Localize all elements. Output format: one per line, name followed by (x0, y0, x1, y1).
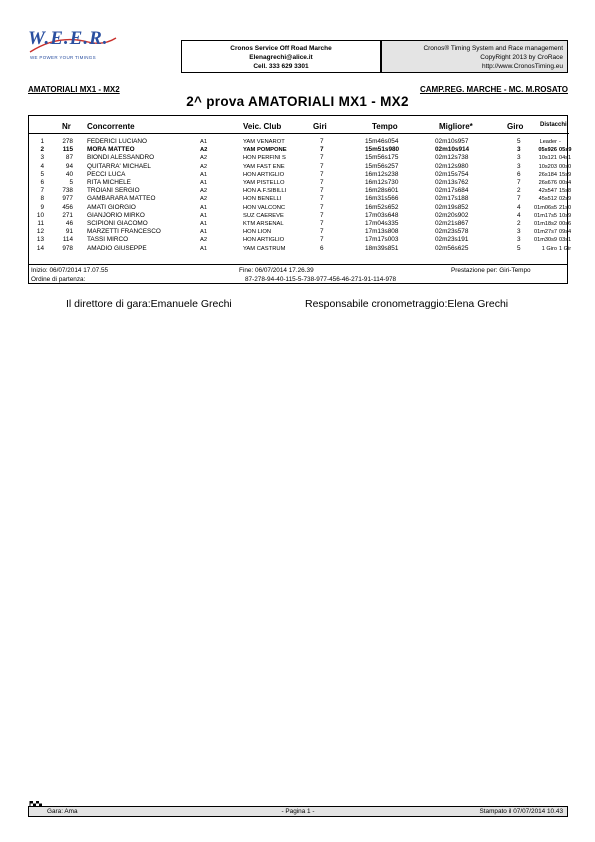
system-website: http://www.CronosTiming.eu (481, 63, 563, 70)
table-row (29, 236, 572, 244)
cell-tempo: 15m56s175 (365, 154, 399, 162)
cell-club: YAM PISTELLO (243, 180, 285, 186)
cell-name: GIANJORIO MIRKO (87, 211, 145, 219)
cell-tempo: 16m28s601 (365, 187, 399, 195)
cell-gap2: 02s9 (559, 196, 572, 203)
race-director: Il direttore di gara:Emanuele Grechi (66, 298, 232, 310)
table-row (29, 162, 572, 171)
cell-giri: 7 (320, 236, 324, 244)
cell-pos: 2 (40, 146, 44, 154)
cell-pos: 12 (36, 228, 44, 236)
cell-gap2: 00s6 (559, 221, 572, 227)
cell-migliore: 02m23s578 (435, 228, 469, 236)
table-row (29, 170, 572, 179)
table-row (29, 211, 572, 220)
cell-tempo: 16m12s730 (365, 179, 399, 186)
cell-name: QUITARRA' MICHAEL (87, 162, 151, 170)
cell-giro: 7 (517, 195, 521, 203)
cell-giro: 2 (517, 187, 521, 195)
system-box (381, 40, 568, 73)
cell-giri: 7 (320, 146, 324, 154)
cell-migliore: 02m12s738 (435, 154, 469, 162)
header-tempo: Tempo (372, 122, 398, 131)
cell-migliore: 02m12s980 (435, 162, 469, 170)
cell-gap1: 10s121 (538, 155, 557, 162)
start-order-label: Ordine di partenza: (31, 276, 86, 283)
cell-giri: 7 (320, 195, 324, 203)
cell-gap1: 1 Giro (541, 245, 557, 252)
table-row (29, 228, 572, 236)
cell-gap2: 10s9 (559, 212, 572, 219)
table-row (29, 203, 572, 212)
cell-giro: 4 (517, 203, 521, 211)
cell-giro: 5 (517, 244, 521, 252)
cell-gap2: - (559, 139, 561, 145)
table-row (29, 146, 572, 154)
cell-cat: A1 (200, 139, 208, 145)
cell-name: SCIPIONI GIACOMO (87, 220, 148, 227)
cell-giri: 7 (320, 228, 324, 236)
cell-club: KTM ARSENAL (243, 221, 284, 227)
table-row (29, 138, 569, 146)
cell-cat: A2 (200, 237, 208, 244)
header-distacchi: Distacchi (540, 122, 567, 128)
cell-gap2: 05s9 (559, 147, 572, 154)
table-row (29, 179, 572, 187)
cell-giro: 4 (517, 211, 521, 219)
table-row (29, 195, 572, 203)
results-table (28, 115, 572, 264)
cell-nr: 978 (62, 244, 73, 252)
weer-logo (28, 28, 118, 70)
cell-gap2: 03s1 (559, 237, 572, 244)
cell-name: AMADIO GIUSEPPE (87, 244, 147, 252)
cell-club: HON A.F.SIBILLI (243, 188, 287, 195)
cell-migliore: 02m17s684 (435, 187, 469, 195)
footer-printed: Stampato il 07/07/2014 10.43 (479, 808, 563, 815)
header-giri: Giri (313, 122, 327, 131)
cell-club: HON ARTIGLIO (243, 171, 285, 178)
cell-gap2: 00s0 (559, 163, 572, 170)
table-row (29, 154, 572, 162)
cell-tempo: 16m12s238 (365, 170, 399, 178)
cell-nr: 278 (62, 138, 73, 145)
cell-giri: 7 (320, 138, 324, 145)
page-title: 2^ prova AMATORIALI MX1 - MX2 (186, 94, 409, 109)
cell-gap1: 01m18s2 (533, 221, 557, 227)
cell-name: MORA MATTEO (87, 146, 135, 154)
cell-migliore: 02m19s852 (435, 203, 469, 211)
cell-gap1: Leader (539, 139, 557, 145)
organizer-email: Elenagrechi@alice.it (249, 54, 313, 61)
championship-label: CAMP.REG. MARCHE - MC. M.ROSATO (419, 85, 568, 94)
header-giro: Giro (507, 122, 524, 131)
cell-tempo: 16m52s652 (365, 203, 399, 211)
cell-gap2: 15s8 (559, 188, 572, 195)
cell-club: YAM POMPONE (243, 147, 287, 154)
cell-migliore: 02m17s188 (435, 195, 469, 203)
header-concorrente: Concorrente (87, 122, 135, 131)
cell-gap1: 26s676 (538, 180, 557, 186)
cell-club: HON VALCONC (243, 204, 286, 211)
race-end: Fine: 06/07/2014 17.26.39 (239, 267, 314, 274)
cell-migliore: 02m10s957 (435, 138, 469, 145)
cell-giro: 3 (517, 162, 521, 170)
cell-name: TROIANI SERGIO (87, 187, 140, 195)
cell-pos: 3 (40, 154, 44, 162)
cell-tempo: 17m03s648 (365, 211, 399, 219)
cell-name: BIONDI ALESSANDRO (87, 154, 155, 162)
cell-migliore: 02m20s902 (435, 211, 469, 219)
cell-gap1: 01m27s7 (533, 229, 557, 236)
cell-giri: 7 (320, 154, 324, 162)
cell-pos: 6 (40, 179, 44, 186)
cell-name: MARZETTI FRANCESCO (87, 228, 161, 236)
cell-migliore: 02m56s625 (435, 244, 469, 252)
cell-tempo: 17m13s808 (365, 228, 399, 236)
cell-giro: 3 (517, 154, 521, 162)
cell-gap1: 01m06s5 (533, 204, 557, 211)
cell-nr: 46 (65, 220, 73, 227)
cell-pos: 14 (36, 244, 44, 252)
cell-nr: 738 (62, 187, 73, 195)
cell-nr: 87 (65, 154, 73, 162)
cell-nr: 271 (62, 211, 73, 219)
cell-name: PECCI LUCA (87, 170, 126, 178)
cell-giri: 7 (320, 179, 324, 186)
footer-race: Gara: Ama (47, 808, 78, 815)
cell-giro: 3 (517, 228, 521, 236)
cell-pos: 4 (40, 162, 44, 170)
cell-giro: 6 (517, 170, 521, 178)
cell-pos: 9 (40, 203, 44, 211)
cell-nr: 114 (62, 236, 73, 244)
cell-gap2: 1 Gir (559, 245, 572, 252)
table-row (29, 244, 572, 253)
cell-name: RITA MICHELE (87, 179, 131, 186)
organizer-name: Cronos Service Off Road Marche (230, 45, 332, 52)
cell-nr: 91 (65, 228, 73, 236)
cell-giri: 7 (320, 162, 324, 170)
cell-migliore: 02m13s762 (435, 179, 469, 186)
cell-gap2: 09s4 (559, 229, 572, 236)
cell-gap2: 15s9 (559, 171, 572, 178)
cell-pos: 10 (36, 211, 44, 219)
cell-name: AMATI GIORGIO (87, 203, 136, 211)
cell-pos: 1 (40, 138, 44, 145)
cell-nr: 456 (62, 203, 73, 211)
cell-name: GAMBARARA MATTEO (87, 195, 156, 203)
cell-club: YAM FAST ENE (243, 163, 285, 170)
system-copyright: CopyRight 2013 by CroRace (480, 54, 563, 61)
cell-giri: 6 (320, 244, 324, 252)
cell-nr: 40 (65, 170, 73, 178)
cell-gap1: 45s512 (538, 196, 557, 203)
cell-cat: A2 (200, 163, 208, 170)
cell-tempo: 17m17s003 (365, 236, 399, 244)
cell-pos: 7 (40, 187, 44, 195)
logo-text: W.E.E.R. (28, 28, 109, 49)
cell-giro: 3 (517, 146, 521, 154)
cell-giro: 2 (517, 220, 521, 227)
cell-migliore: 02m21s867 (435, 220, 469, 227)
cell-giri: 7 (320, 203, 324, 211)
cell-gap1: 05s926 (538, 147, 557, 154)
cell-cat: A1 (200, 245, 208, 252)
cell-giro: 3 (517, 236, 521, 244)
cell-migliore: 02m23s191 (435, 236, 469, 244)
logo-tagline: WE POWER YOUR TIMINGS (30, 55, 96, 60)
cell-club: YAM CASTRUM (243, 245, 286, 252)
cell-giri: 7 (320, 170, 324, 178)
cell-cat: A2 (200, 196, 208, 203)
cell-giri: 7 (320, 220, 324, 227)
table-row (29, 187, 572, 195)
cell-tempo: 17m04s335 (365, 220, 399, 227)
header-migliore: Migliore* (439, 122, 473, 131)
cell-gap2: 04s1 (559, 155, 572, 162)
cell-gap1: 01m17s5 (533, 212, 557, 219)
cell-nr: 115 (62, 146, 73, 154)
cell-migliore: 02m10s914 (435, 146, 470, 154)
cell-cat: A1 (200, 229, 208, 236)
cell-pos: 5 (40, 170, 44, 178)
cell-nr: 5 (69, 179, 73, 186)
header-rule (29, 133, 569, 134)
cell-giri: 7 (320, 211, 324, 219)
timing-manager: Responsabile cronometraggio:Elena Grechi (305, 298, 509, 310)
header-veic-club: Veic. Club (243, 122, 282, 131)
cell-giro: 5 (517, 138, 521, 145)
cell-cat: A1 (200, 180, 208, 186)
cell-migliore: 02m15s754 (435, 170, 469, 178)
race-info-box (28, 264, 568, 284)
organizer-box (181, 40, 381, 73)
cell-gap2: 21s0 (559, 204, 572, 211)
header-nr: Nr (62, 122, 71, 131)
cell-nr: 977 (62, 195, 73, 203)
cell-tempo: 18m39s851 (365, 244, 399, 252)
cell-tempo: 15m51s980 (365, 146, 400, 154)
cell-club: HON LION (243, 229, 272, 236)
cell-gap1: 26s184 (538, 171, 557, 178)
cell-pos: 8 (40, 195, 44, 203)
cell-cat: A2 (200, 147, 208, 154)
page-footer (28, 806, 568, 817)
cell-giro: 7 (517, 179, 521, 186)
start-order-sequence: 87-278-94-40-115-5-738-977-456-46-271-91-114-978 (245, 276, 397, 283)
race-start: Inizio: 06/07/2014 17.07.55 (31, 267, 109, 274)
cell-pos: 13 (36, 236, 44, 244)
cell-tempo: 15m46s054 (365, 138, 399, 145)
cell-name: TASSI MIRCO (87, 236, 129, 244)
table-row (29, 220, 572, 228)
cell-cat: A2 (200, 155, 208, 162)
cell-cat: A2 (200, 188, 208, 195)
cell-cat: A1 (200, 204, 208, 211)
cell-gap2: 00s4 (559, 180, 572, 186)
cell-pos: 11 (37, 220, 44, 227)
cell-club: HON PERFINI S (243, 155, 286, 162)
organizer-phone: Cell. 333 629 3301 (253, 63, 309, 70)
cell-nr: 94 (65, 162, 73, 170)
system-name: Cronos® Timing System and Race management (423, 45, 563, 52)
cell-tempo: 15m56s257 (365, 162, 399, 170)
cell-cat: A1 (200, 221, 208, 227)
cell-cat: A1 (200, 171, 208, 178)
cell-club: HON ARTIGLIO (243, 237, 285, 244)
cell-name: FEDERICI LUCIANO (87, 138, 148, 145)
performance-mode: Prestazione per: Giri-Tempo (451, 267, 531, 274)
footer-page: - Pagina 1 - (281, 808, 315, 815)
cell-gap1: 42s547 (538, 188, 557, 195)
cell-tempo: 16m31s566 (365, 195, 399, 203)
cell-club: YAM VENAROT (243, 139, 285, 145)
cell-club: HON BENELLI (243, 196, 282, 203)
cell-cat: A1 (200, 212, 208, 219)
cell-giri: 7 (320, 187, 324, 195)
cell-club: SUZ CAEREVE (243, 212, 284, 219)
cell-gap1: 10s203 (538, 163, 557, 170)
category-label: AMATORIALI MX1 - MX2 (28, 85, 120, 94)
cell-gap1: 01m30s9 (533, 237, 557, 244)
